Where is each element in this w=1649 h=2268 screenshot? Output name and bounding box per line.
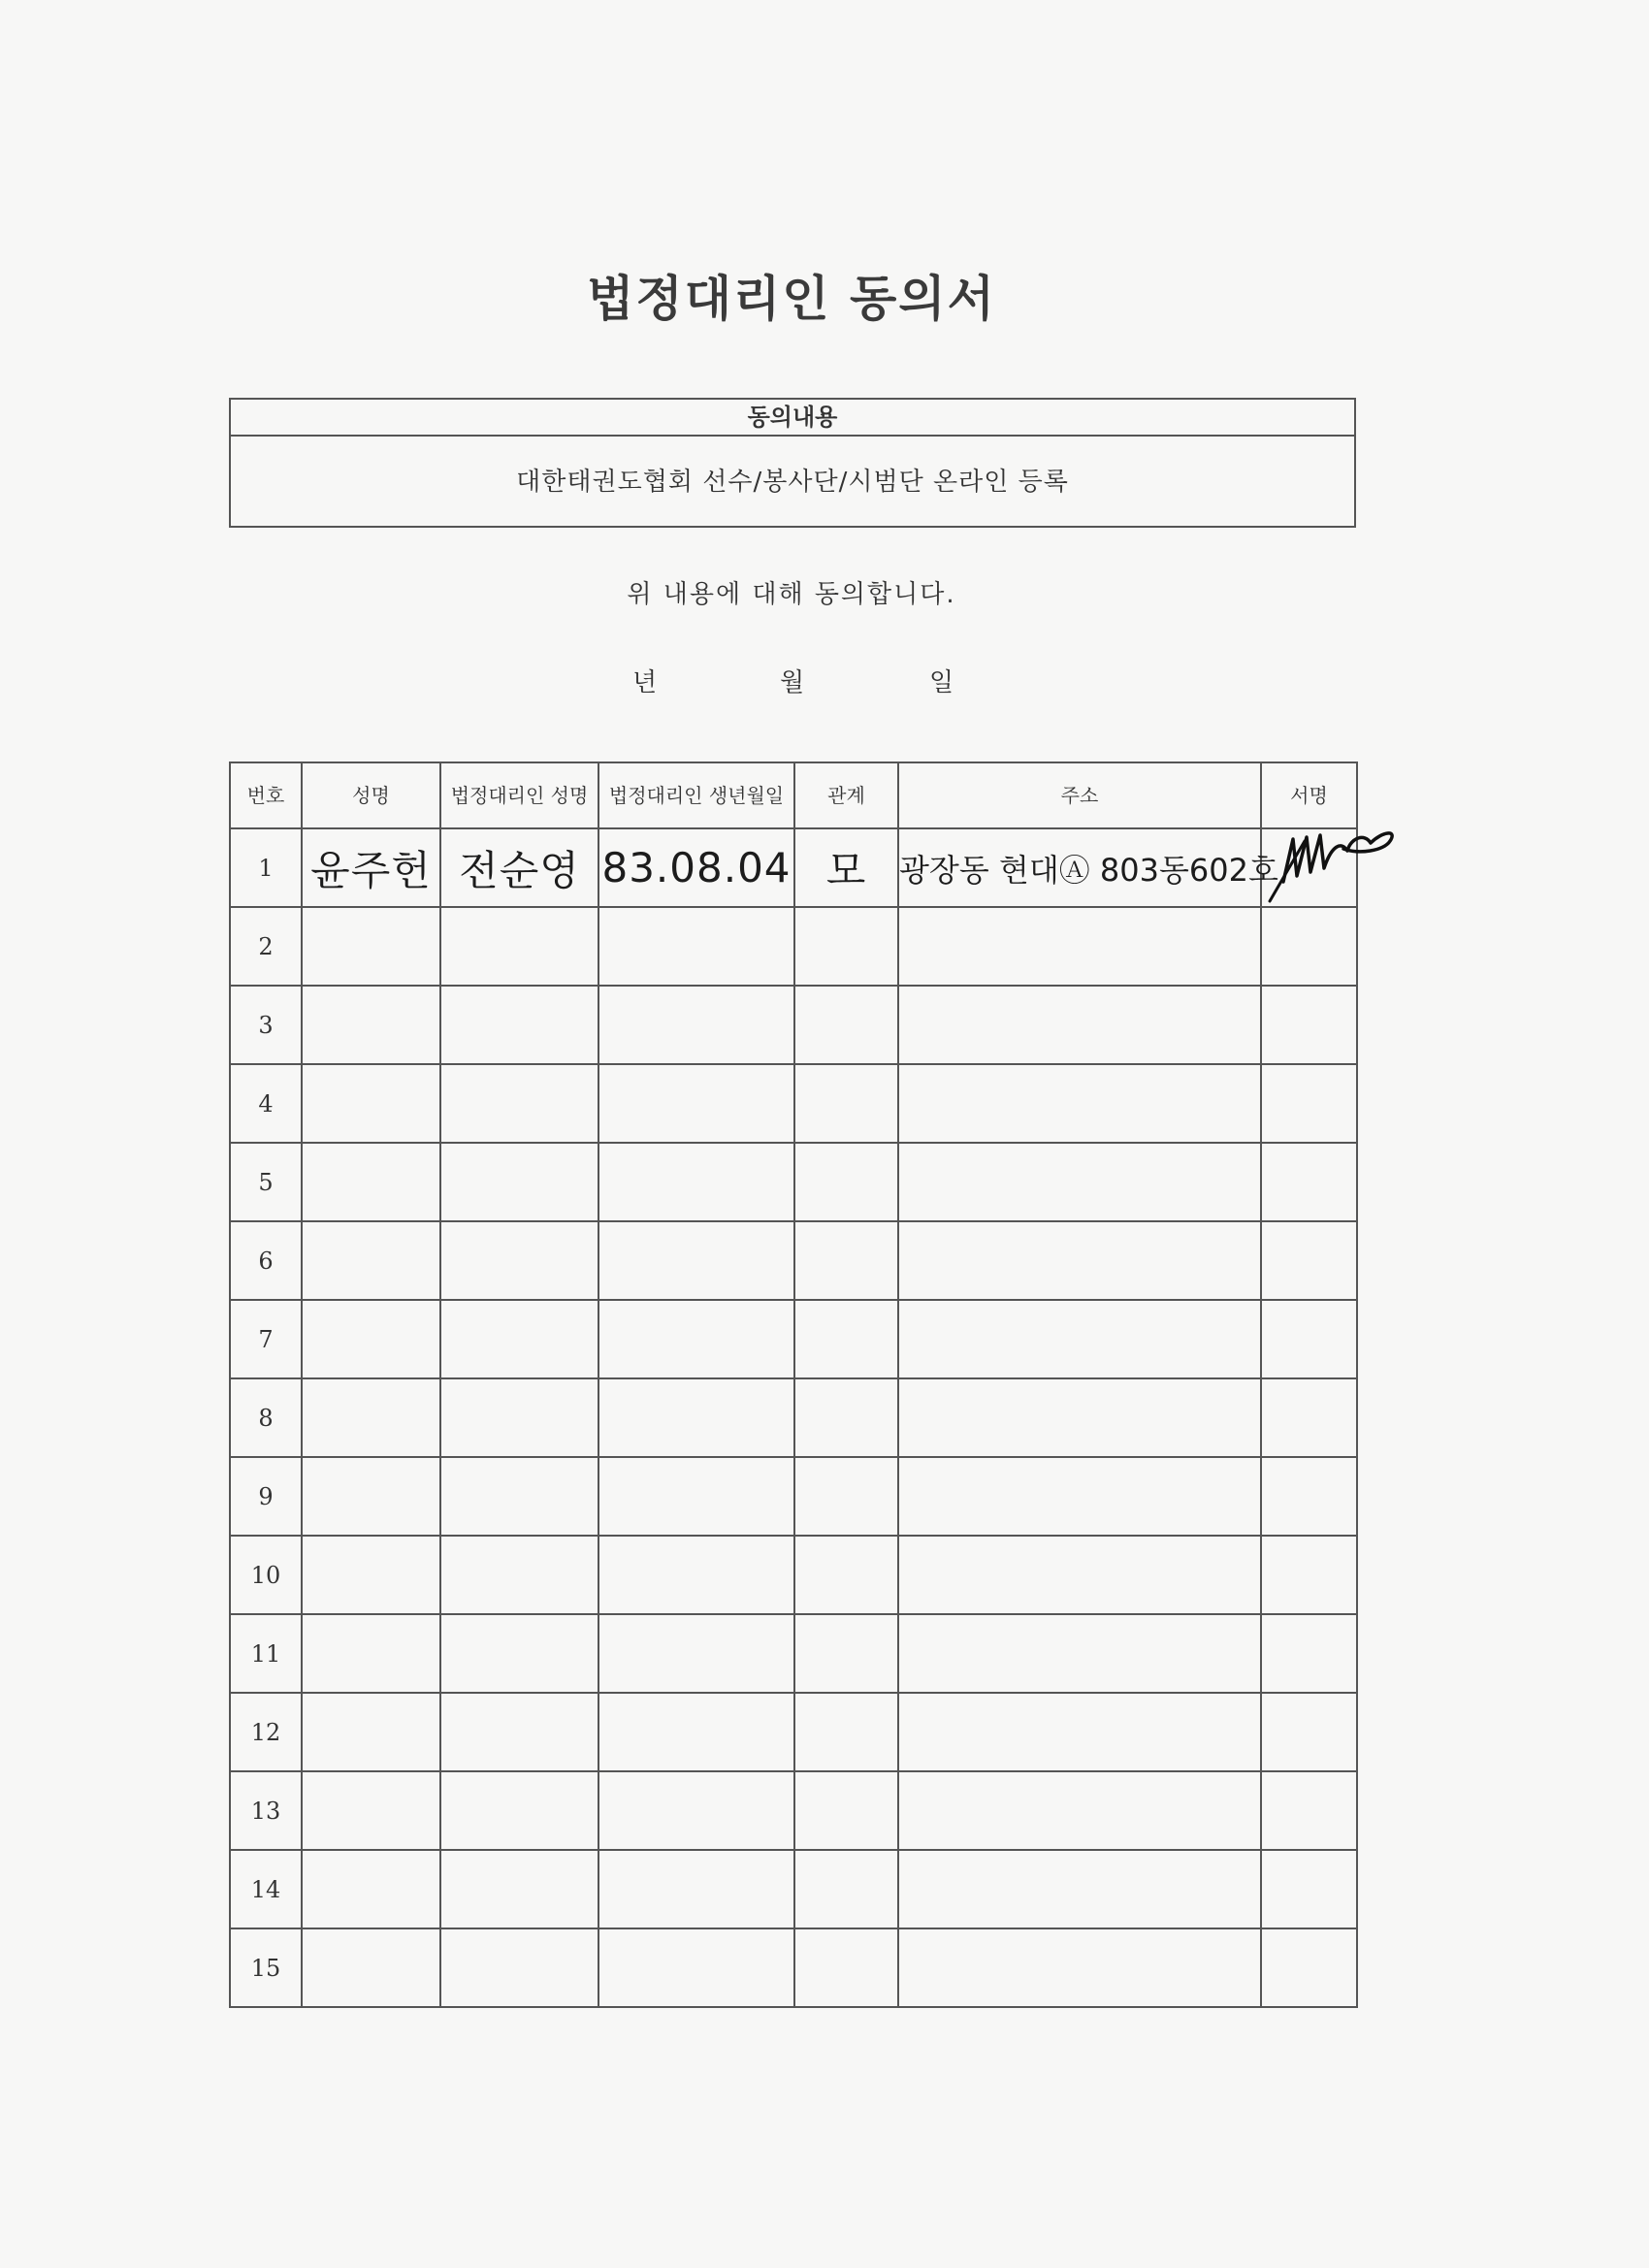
guardian-birth-cell[interactable]	[598, 1221, 794, 1300]
guardian-name-cell[interactable]	[440, 1378, 598, 1457]
relation-cell[interactable]	[794, 1693, 898, 1771]
header-guardian-birth: 법정대리인 생년월일	[598, 762, 794, 828]
row-number: 9	[230, 1457, 302, 1536]
signature-cell[interactable]	[1261, 1693, 1357, 1771]
address-cell[interactable]	[898, 1221, 1261, 1300]
participant-name-cell[interactable]	[302, 1771, 440, 1850]
signature-cell[interactable]	[1261, 907, 1357, 986]
address-cell[interactable]	[898, 1693, 1261, 1771]
address-cell[interactable]	[898, 986, 1261, 1064]
agreement-statement: 위 내용에 대해 동의합니다.	[627, 580, 956, 609]
relation-cell[interactable]	[794, 1064, 898, 1143]
table-row	[230, 1221, 1357, 1300]
table-row	[230, 1693, 1357, 1771]
table-row	[230, 907, 1357, 986]
guardian-consent-table	[229, 761, 1358, 2008]
relation-cell[interactable]	[794, 1300, 898, 1378]
guardian-name-cell[interactable]	[440, 986, 598, 1064]
header-signature: 서명	[1261, 762, 1357, 828]
participant-name-cell[interactable]	[302, 1221, 440, 1300]
table-row	[230, 1378, 1357, 1457]
signature-cell[interactable]	[1261, 1300, 1357, 1378]
guardian-birth-cell[interactable]	[598, 1928, 794, 2007]
consent-body: 대한태권도협회 선수/봉사단/시범단 온라인 등록	[516, 468, 1069, 497]
table-row	[230, 1536, 1357, 1614]
participant-name-cell[interactable]	[302, 986, 440, 1064]
participant-name-cell[interactable]	[302, 907, 440, 986]
relation-cell[interactable]	[794, 1143, 898, 1221]
guardian-name-cell[interactable]	[440, 907, 598, 986]
guardian-name-cell[interactable]	[440, 1064, 598, 1143]
address-cell[interactable]	[898, 1300, 1261, 1378]
signature-cell[interactable]	[1261, 1614, 1357, 1693]
header-address: 주소	[898, 762, 1261, 828]
row-number: 13	[230, 1771, 302, 1850]
row-number: 2	[230, 907, 302, 986]
header-relation: 관계	[794, 762, 898, 828]
row-number: 11	[230, 1614, 302, 1693]
guardian-birth-cell[interactable]	[598, 1378, 794, 1457]
guardian-name-cell[interactable]	[440, 1300, 598, 1378]
table-row	[230, 1457, 1357, 1536]
row-number: 10	[230, 1536, 302, 1614]
address-cell[interactable]	[898, 1064, 1261, 1143]
participant-name-cell[interactable]	[302, 1378, 440, 1457]
table-header-row	[230, 762, 1357, 828]
guardian-birth-cell[interactable]	[598, 1614, 794, 1693]
signature-cell[interactable]	[1261, 1221, 1357, 1300]
document-title: 법정대리인 동의서	[587, 271, 996, 327]
guardian-birth-cell[interactable]	[598, 986, 794, 1064]
table-row	[230, 1064, 1357, 1143]
participant-name-cell[interactable]	[302, 1300, 440, 1378]
row-number: 1	[230, 828, 302, 907]
address-cell[interactable]	[898, 1536, 1261, 1614]
guardian-birth-cell[interactable]	[598, 1693, 794, 1771]
guardian-name-cell[interactable]	[440, 828, 598, 907]
table-body	[230, 828, 1357, 2007]
relation: 모	[825, 846, 867, 894]
relation-cell[interactable]	[794, 1614, 898, 1693]
relation-cell[interactable]	[794, 1457, 898, 1536]
header-number: 번호	[230, 762, 302, 828]
participant-name-cell[interactable]	[302, 1064, 440, 1143]
address-cell[interactable]	[898, 1771, 1261, 1850]
date-year-label: 년	[632, 668, 658, 697]
row-number: 12	[230, 1693, 302, 1771]
row-number: 5	[230, 1143, 302, 1221]
signature-cell[interactable]	[1261, 1457, 1357, 1536]
participant-name-cell[interactable]	[302, 1536, 440, 1614]
signature-cell[interactable]	[1261, 1850, 1357, 1928]
signature-cell[interactable]	[1261, 1771, 1357, 1850]
relation-cell[interactable]	[794, 1928, 898, 2007]
relation-cell[interactable]	[794, 1378, 898, 1457]
guardian-birth-cell[interactable]	[598, 1536, 794, 1614]
guardian-birth-cell[interactable]	[598, 1457, 794, 1536]
signature-cell[interactable]	[1261, 1928, 1357, 2007]
guardian-name-cell[interactable]	[440, 1457, 598, 1536]
row-number: 3	[230, 986, 302, 1064]
table-row	[230, 1928, 1357, 2007]
signature-cell[interactable]	[1261, 828, 1357, 907]
header-guardian-name: 법정대리인 성명	[440, 762, 598, 828]
address: 광장동 현대Ⓐ 803동602호	[899, 851, 1278, 889]
guardian-birth-cell[interactable]	[598, 1143, 794, 1221]
guardian-name-cell[interactable]	[440, 1614, 598, 1693]
table-row	[230, 1300, 1357, 1378]
signature-cell[interactable]	[1261, 1064, 1357, 1143]
consent-header: 동의내용	[231, 400, 1354, 437]
address-cell[interactable]	[898, 1928, 1261, 2007]
guardian-birth-cell[interactable]	[598, 1771, 794, 1850]
relation-cell[interactable]	[794, 986, 898, 1064]
date-day-label: 일	[929, 668, 954, 697]
participant-name-cell[interactable]	[302, 1614, 440, 1693]
participant-name: 윤주헌	[310, 846, 432, 894]
participant-name-cell[interactable]	[302, 1457, 440, 1536]
signature-cell[interactable]	[1261, 986, 1357, 1064]
guardian-birth-cell[interactable]	[598, 1850, 794, 1928]
participant-name-cell[interactable]	[302, 1143, 440, 1221]
table-row	[230, 1771, 1357, 1850]
address-cell[interactable]	[898, 828, 1278, 907]
table-row	[230, 1850, 1357, 1928]
header-name: 성명	[302, 762, 440, 828]
guardian-birth-cell[interactable]	[598, 1064, 794, 1143]
table-row	[230, 986, 1357, 1064]
date-month-label: 월	[780, 668, 805, 697]
guardian-birth-cell[interactable]	[598, 828, 794, 907]
table-row	[230, 1143, 1357, 1221]
guardian-name: 전순영	[459, 846, 580, 894]
guardian-name-cell[interactable]	[440, 1143, 598, 1221]
guardian-birth-cell[interactable]	[598, 1300, 794, 1378]
guardian-birth: 83.08.04	[601, 844, 792, 891]
relation-cell[interactable]	[794, 1536, 898, 1614]
relation-cell[interactable]	[794, 1850, 898, 1928]
signature-cell[interactable]	[1261, 1536, 1357, 1614]
consent-content-box	[229, 398, 1356, 528]
signature-cell[interactable]	[1261, 1143, 1357, 1221]
guardian-name-cell[interactable]	[440, 1771, 598, 1850]
guardian-name-cell[interactable]	[440, 1693, 598, 1771]
address-cell[interactable]	[898, 907, 1261, 986]
participant-name-cell[interactable]	[302, 1693, 440, 1771]
row-number: 7	[230, 1300, 302, 1378]
relation-cell[interactable]	[794, 1771, 898, 1850]
participant-name-cell[interactable]	[302, 1928, 440, 2007]
row-number: 4	[230, 1064, 302, 1143]
guardian-birth-cell[interactable]	[598, 907, 794, 986]
participant-name-cell[interactable]	[302, 828, 440, 907]
address-cell[interactable]	[898, 1378, 1261, 1457]
address-cell[interactable]	[898, 1457, 1261, 1536]
row-number: 14	[230, 1850, 302, 1928]
guardian-name-cell[interactable]	[440, 1536, 598, 1614]
relation-cell[interactable]	[794, 1221, 898, 1300]
guardian-name-cell[interactable]	[440, 1928, 598, 2007]
guardian-name-cell[interactable]	[440, 1850, 598, 1928]
address-cell[interactable]	[898, 1143, 1261, 1221]
address-cell[interactable]	[898, 1614, 1261, 1693]
row-number: 8	[230, 1378, 302, 1457]
relation-cell[interactable]	[794, 828, 898, 907]
handwritten-signature	[1262, 812, 1398, 909]
signature-cell[interactable]	[1261, 1378, 1357, 1457]
guardian-name-cell[interactable]	[440, 1221, 598, 1300]
table-row	[230, 828, 1357, 907]
relation-cell[interactable]	[794, 907, 898, 986]
table-row	[230, 1614, 1357, 1693]
address-cell[interactable]	[898, 1850, 1261, 1928]
participant-name-cell[interactable]	[302, 1850, 440, 1928]
row-number: 6	[230, 1221, 302, 1300]
row-number: 15	[230, 1928, 302, 2007]
